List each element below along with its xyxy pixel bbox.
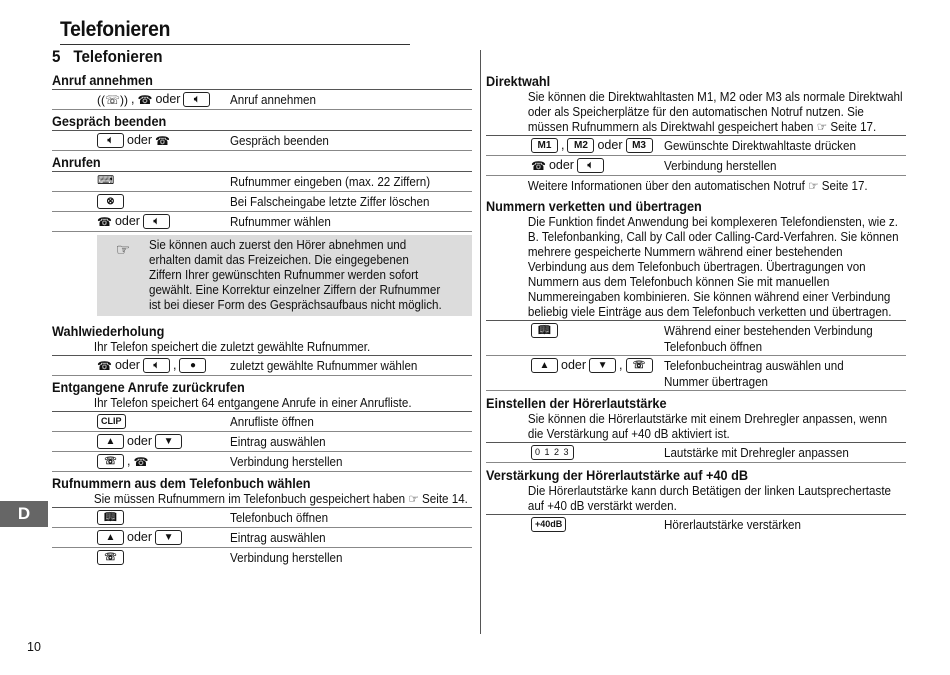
- key-cell: [52, 452, 230, 469]
- key-cell: [52, 508, 230, 525]
- volume-scale-icon: 0 1 2 3: [531, 445, 574, 460]
- section-anruf-annehmen: Anruf annehmen: [52, 73, 153, 88]
- anruf-annehmen-table: [52, 89, 472, 110]
- table-row: [52, 412, 472, 432]
- table-row: [52, 131, 472, 151]
- up-arrow-icon: ▲: [97, 530, 124, 545]
- section-direktwahl: Direktwahl: [486, 74, 551, 89]
- handset-icon: ☎: [133, 454, 149, 469]
- section-anrufen: Anrufen: [52, 155, 101, 170]
- chapter-heading: [52, 48, 438, 67]
- row-description: Eintrag auswählen: [230, 435, 326, 449]
- section-lautstaerke: Einstellen der Hörerlautstärke: [486, 396, 667, 411]
- row-description: Rufnummer wählen: [230, 215, 331, 229]
- key-cell: [52, 212, 230, 229]
- key-cell: [52, 356, 230, 373]
- row-description: Anruf annehmen: [230, 93, 316, 107]
- section-telefonbuch: Rufnummern aus dem Telefonbuch wählen: [52, 476, 311, 491]
- entgangene-table: [52, 411, 472, 472]
- boost-key: +40dB: [531, 517, 566, 532]
- handset-icon: ☎: [137, 92, 153, 107]
- pointing-hand-icon: ☞: [808, 179, 819, 193]
- language-tab: D: [0, 501, 48, 527]
- table-row: [486, 156, 906, 176]
- entgangene-text: Ihr Telefon speichert 64 entgangene Anrufe in einer Anrufliste.: [93, 396, 412, 410]
- m2-key: M2: [567, 138, 594, 153]
- up-arrow-icon: ▲: [97, 434, 124, 449]
- row-description: Während einer bestehenden Verbindung Telefonbuch öffnen: [664, 324, 873, 354]
- key-cell: [486, 156, 664, 173]
- speaker-icon: 🔈︎: [143, 214, 170, 229]
- note-text: Sie können auch zuerst den Hörer abnehmen und erhalten damit das Freizeichen. Die eingegebenen Ziffern Ihrer gewünschten Rufnummer werden sofort gewählt. Eine Korrektur einzelner Ziffern der Rufnummer ist bei dieser Form des Gesprächsaufbaus nicht möglich.: [149, 238, 442, 312]
- or-text: oder: [155, 92, 181, 106]
- or-text: oder: [127, 133, 153, 147]
- table-row: [52, 192, 472, 212]
- verstaerkung-text: Die Hörerlautstärke kann durch Betätigen der linken Lautsprechertaste auf +40 dB verstärkt werden.: [527, 484, 892, 513]
- verketten-table: [486, 320, 906, 391]
- ringing-phone-icon: ((☏)): [97, 92, 128, 107]
- page-header: [60, 18, 410, 45]
- direktwahl-text: [486, 90, 905, 135]
- page-reference[interactable]: Seite 17.: [821, 179, 868, 193]
- row-description: Rufnummer eingeben (max. 22 Ziffern): [230, 175, 431, 189]
- row-description: Lautstärke mit Drehregler anpassen: [664, 446, 849, 460]
- direktwahl-table: [486, 135, 906, 176]
- wahlwiederholung-text: Ihr Telefon speichert die zuletzt gewählte Rufnummer.: [93, 340, 371, 354]
- anrufen-table: [52, 171, 472, 232]
- page-reference[interactable]: Seite 17.: [830, 120, 877, 134]
- note-box: [97, 235, 472, 316]
- speaker-icon: 🔈︎: [577, 158, 604, 173]
- table-row: [52, 528, 472, 548]
- or-text: oder: [548, 158, 574, 172]
- handset-icon: ☎: [97, 214, 112, 229]
- separator: ,: [619, 358, 623, 372]
- table-row: [52, 212, 472, 232]
- key-cell: [52, 412, 230, 429]
- or-text: oder: [597, 138, 623, 152]
- direktwahl-text-body: Sie können die Direktwahltasten M1, M2 oder M3 als normale Direktwahl oder als Speicherplätze für den automatischen Notruf nutzen. Sie müssen Rufnummern als Direktwahl gespeichert haben: [527, 90, 903, 134]
- section-verstaerkung: Verstärkung der Hörerlautstärke auf +40 dB: [486, 468, 749, 483]
- row-description: Hörerlautstärke verstärken: [664, 518, 801, 532]
- handset-icon: ☎: [155, 133, 170, 148]
- direktwahl-more-body: Weitere Informationen über den automatischen Notruf: [527, 179, 805, 193]
- row-description: Telefonbucheintrag auswählen und Nummer übertragen: [664, 359, 844, 389]
- speaker-icon: 🔈︎: [97, 133, 124, 148]
- key-cell: [52, 528, 230, 545]
- separator: ,: [131, 92, 135, 106]
- page-title: Telefonieren: [60, 18, 171, 41]
- pointing-hand-icon: ☞: [115, 242, 131, 259]
- section-gespraech-beenden: Gespräch beenden: [52, 114, 167, 129]
- speaker-icon: 🔈︎: [143, 358, 170, 373]
- down-arrow-icon: ▼: [155, 434, 182, 449]
- or-text: oder: [561, 358, 587, 372]
- page-reference[interactable]: Seite 14.: [422, 492, 468, 506]
- key-cell: [52, 432, 230, 449]
- row-description: Verbindung herstellen: [230, 551, 343, 565]
- chapter-number: 5: [52, 48, 61, 66]
- table-row: [52, 90, 472, 110]
- row-description: Eintrag auswählen: [230, 531, 326, 545]
- dial-icon: ☏: [97, 454, 124, 469]
- right-column: [486, 74, 906, 535]
- lautstaerke-table: [486, 442, 906, 463]
- telefonbuch-text-body: Sie müssen Rufnummern im Telefonbuch gespeichert haben: [93, 492, 406, 506]
- or-text: oder: [127, 434, 153, 448]
- direktwahl-more: [486, 179, 905, 194]
- table-row: [486, 515, 906, 535]
- dial-icon: ☏: [626, 358, 653, 373]
- key-cell: [486, 356, 664, 373]
- down-arrow-icon: ▼: [589, 358, 616, 373]
- key-cell: [486, 443, 664, 460]
- or-text: oder: [114, 358, 140, 372]
- separator: ,: [127, 454, 131, 468]
- page-number: 10: [27, 640, 41, 654]
- row-description: Bei Falscheingabe letzte Ziffer löschen: [230, 195, 430, 209]
- handset-icon: ☎: [531, 158, 546, 173]
- key-cell: [52, 548, 230, 565]
- table-row: [486, 356, 906, 391]
- clip-key: CLIP: [97, 414, 126, 429]
- row-description: zuletzt gewählte Rufnummer wählen: [230, 359, 418, 373]
- gespraech-beenden-table: [52, 130, 472, 151]
- table-row: [486, 443, 906, 463]
- key-cell: [52, 90, 230, 107]
- phonebook-icon: 📖︎: [97, 510, 124, 525]
- dial-icon: ☏: [97, 550, 124, 565]
- keypad-icon: ⌨: [97, 173, 115, 187]
- key-cell: [486, 515, 664, 532]
- separator: ,: [561, 138, 565, 152]
- key-cell: [52, 192, 230, 209]
- table-row: [486, 136, 906, 156]
- or-text: oder: [114, 214, 140, 228]
- row-description: Telefonbuch öffnen: [230, 511, 329, 525]
- up-arrow-icon: ▲: [531, 358, 558, 373]
- row-description: Verbindung herstellen: [664, 159, 777, 173]
- section-wahlwiederholung: Wahlwiederholung: [52, 324, 165, 339]
- row-description: Verbindung herstellen: [230, 455, 343, 469]
- telefonbuch-text: [52, 492, 471, 507]
- table-row: [52, 548, 472, 568]
- pointing-hand-icon: ☞: [816, 120, 828, 134]
- lautstaerke-text: Sie können die Hörerlautstärke mit einem Drehregler anpassen, wenn die Verstärkung auf +40 dB aktiviert ist.: [527, 412, 888, 441]
- m3-key: M3: [626, 138, 653, 153]
- phonebook-icon: 📖︎: [531, 323, 558, 338]
- down-arrow-icon: ▼: [155, 530, 182, 545]
- handset-icon: ☎: [97, 358, 112, 373]
- separator: ,: [172, 358, 177, 372]
- table-row: [52, 452, 472, 472]
- cancel-icon: ⊗: [97, 194, 124, 209]
- telefonbuch-table: [52, 507, 472, 568]
- redial-icon: ●: [179, 358, 206, 373]
- pointing-hand-icon: ☞: [408, 492, 419, 506]
- table-row: [52, 172, 472, 192]
- key-cell: [52, 131, 230, 148]
- section-verketten: Nummern verketten und übertragen: [486, 199, 702, 214]
- verstaerkung-table: [486, 514, 906, 535]
- key-cell: [486, 136, 664, 153]
- wahlwiederholung-table: [52, 355, 472, 376]
- chapter-title: Telefonieren: [73, 48, 163, 66]
- key-cell: [486, 321, 664, 338]
- table-row: [52, 356, 472, 376]
- table-row: [52, 432, 472, 452]
- table-row: [52, 508, 472, 528]
- or-text: oder: [127, 530, 153, 544]
- m1-key: M1: [531, 138, 558, 153]
- speaker-icon: 🔈︎: [183, 92, 210, 107]
- section-entgangene-anrufe: Entgangene Anrufe zurückrufen: [52, 380, 245, 395]
- verketten-text: Die Funktion findet Anwendung bei komplexeren Telefondiensten, wie z. B. Telefonbanking, Call by Call oder Calling-Card-Verfahren. Sie können mehrere gespeicherte Nummern während einer bestehenden Verbindung aus dem Telefonbuch übertragen. Übertragungen von Nummern aus dem Telefonbuch können Sie mit manuellen Nummereingaben kombinieren. Sie können während einer Verbindung beliebig viele Einträge aus dem Telefonbuch verketten und übertragen.: [527, 215, 899, 319]
- row-description: Gewünschte Direktwahltaste drücken: [664, 139, 856, 153]
- row-description: Gespräch beenden: [230, 134, 329, 148]
- table-row: [486, 321, 906, 356]
- left-column: [52, 48, 472, 568]
- row-description: Anrufliste öffnen: [230, 415, 314, 429]
- key-cell: [52, 172, 230, 186]
- column-divider: [480, 50, 481, 634]
